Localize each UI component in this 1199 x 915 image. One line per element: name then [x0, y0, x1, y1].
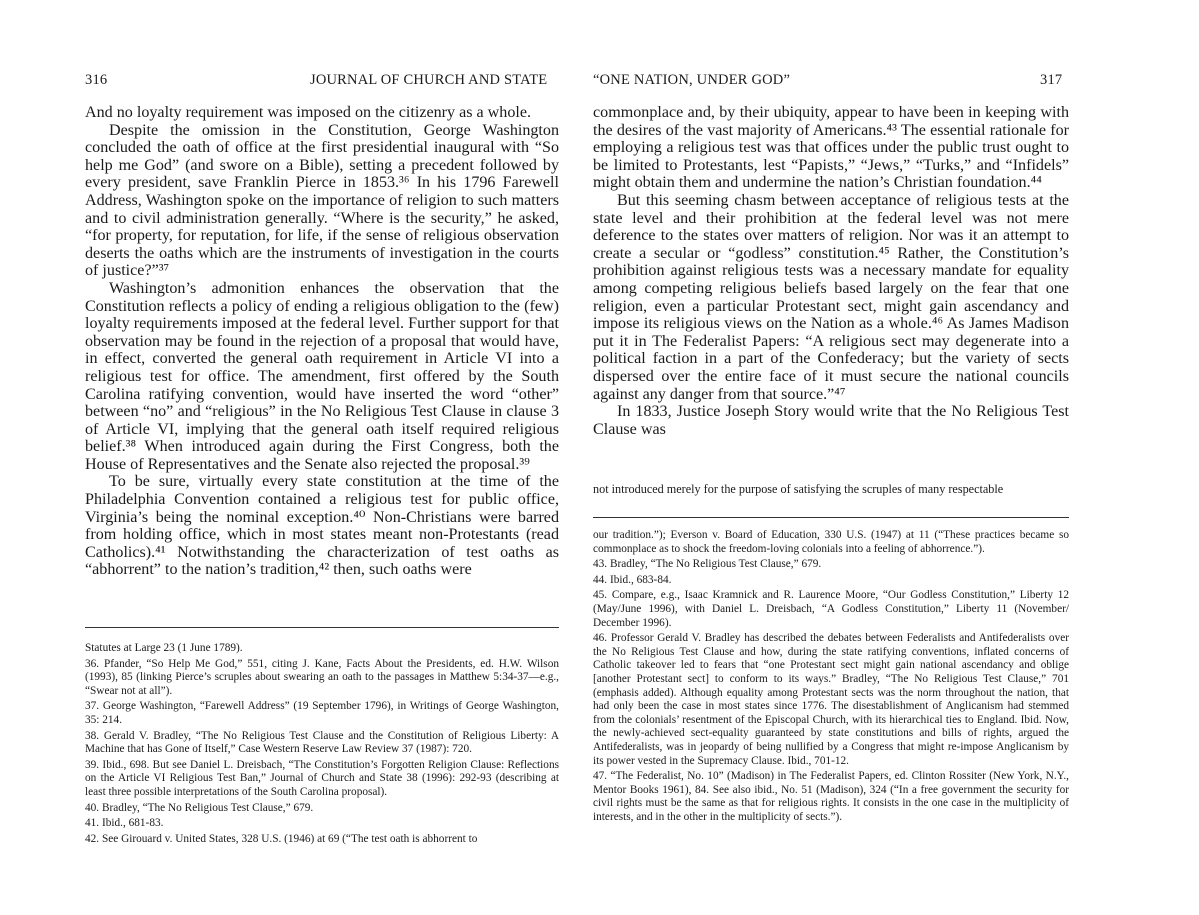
- footnote-46: 46. Professor Gerald V. Bradley has described the debates between Federalists and Antifederalists over the No Religious Test Clause and how, during the state ratifying conventions, inflated concerns of Catholic takeover led to fears that “one Protestant sect might gain national ascendancy and oblige [another Protestant sect] to conform to its ways.” Bradley, “The No Religious Test Clause,” 701 (emphasis added). Although equality among Protestant sects was the norm throughout the nation, that had only been the case in most states since 1776. The disestablishment of Anglicanism had stemmed from the colonials’ resentment of the Episcopal Church, with its hierarchical ties to England. Ibid. Now, the newly-achieved sect-equality guaranteed by state constitutions and bills of rights, argued the Antifederalists, was in jeopardy of being nullified by a Congress that might re-impose Anglicanism by its power vested in the Supremacy Clause. Ibid., 701-12.: [593, 632, 1069, 767]
- footnote-41: 41. Ibid., 681-83.: [85, 817, 164, 830]
- footnote-37: 37. George Washington, “Farewell Address” (19 September 1796), in Writings of George Washington, 35: 214.: [85, 700, 559, 726]
- footnote-45: 45. Compare, e.g., Isaac Kramnick and R. Laurence Moore, “Our Godless Constitution,” Liberty 12 (May/June 1996), with Daniel L. Dreisbach, “A Godless Constitution,” Liberty 11 (November/ December 1996).: [593, 589, 1069, 629]
- left-paragraph-1: And no loyalty requirement was imposed on the citizenry as a whole.: [85, 104, 532, 121]
- left-running-head: JOURNAL OF CHURCH AND STATE: [310, 72, 548, 88]
- right-body-text: [593, 104, 1069, 438]
- left-body-text: [85, 104, 559, 579]
- footnote-39: 39. Ibid., 698. But see Daniel L. Dreisbach, “The Constitution’s Forgotten Religion Clause: Reflections on the Article VI Religious Test Ban,” Journal of Church and State 38 (1996): 292-93 (describing at least three possible interpretations of the South Carolina proposal).: [85, 758, 559, 798]
- footnote-40: 40. Bradley, “The No Religious Test Clause,” 679.: [85, 801, 314, 814]
- right-page-number: 317: [1040, 72, 1063, 88]
- left-paragraph-2: Despite the omission in the Constitution, George Washington concluded the oath of office at the first presidential inaugural with “So help me God” (and swore on a Bible), setting a precedent followed by every president, save Franklin Pierce in 1853.³⁶ In his 1796 Farewell Address, Washington spoke on the importance of religion to such matters and to civil administration generally. “Where is the security,” he asked, “for property, for reputation, for life, if the sense of religious observation deserts the oaths which are the instruments of investigation in the courts of justice?”³⁷: [85, 121, 559, 280]
- right-running-head: “ONE NATION, UNDER GOD”: [593, 72, 791, 88]
- block-quote: not introduced merely for the purpose of satisfying the scruples of many respectable: [593, 482, 1004, 496]
- right-paragraph-2: But this seeming chasm between acceptance of religious tests at the state level and their prohibition at the federal level was not mere deference to the states over matters of religion. Nor was it an attempt to create a secular or “godless” constitution.⁴⁵ Rather, the Constitution’s prohibition against religious tests was a necessary mandate for equality among competing religious beliefs based largely on the fear that one religion, even a particular Protestant sect, might gain ascendancy and impose its religious views on the Nation as a whole.⁴⁶ As James Madison put it in The Federalist Papers: “A religious sect may degenerate into a political faction in a part of the Confederacy; but the variety of sects dispersed over the entire face of it must secure the national councils against any danger from that source.”⁴⁷: [593, 191, 1069, 403]
- left-page-number: 316: [85, 72, 108, 88]
- left-paragraph-4: To be sure, virtually every state constitution at the time of the Philadelphia Convention contained a religious test for public office, Virginia’s being the nominal exception.⁴⁰ Non-Christians were barred from holding office, which in most states meant non-Protestants (read Catholics).⁴¹ Notwithstanding the characterization of test oaths as “abhorrent” to the nation’s tradition,⁴² then, such oaths were: [85, 473, 559, 579]
- footnote-43: 43. Bradley, “The No Religious Test Clause,” 679.: [593, 558, 822, 571]
- left-footnote-rule: [85, 627, 559, 628]
- right-footnote-continued: our tradition.”); Everson v. Board of Education, 330 U.S. (1947) at 11 (“These practices became so commonplace as to shock the freedom-loving colonials into a feeling of abhorrence.”).: [593, 529, 1069, 555]
- left-footnotes: [85, 642, 559, 848]
- left-footnote: Statutes at Large 23 (1 June 1789).: [85, 642, 243, 654]
- footnote-36: 36. Pfander, “So Help Me God,” 551, citing J. Kane, Facts About the Presidents, ed. H.W. Wilson (1993), 85 (linking Pierce’s scruples about swearing an oath to the passages in Matthew 5:34-37—e.g., “Swear not at all”).: [85, 657, 559, 697]
- right-footnote-rule: [593, 517, 1069, 518]
- footnote-47: 47. “The Federalist, No. 10” (Madison) in The Federalist Papers, ed. Clinton Rossiter (New York, N.Y., Mentor Books 1961), 84. See also ibid., No. 51 (Madison), 324 (“In a free government the security for civil rights must be the same as that for religious rights. It consists in the one case in the multiplicity of interests, and in the other in the multiplicity of sects.”).: [593, 770, 1069, 823]
- footnote-38: 38. Gerald V. Bradley, “The No Religious Test Clause and the Constitution of Religious Liberty: A Machine that has Gone of Itself,” Case Western Reserve Law Review 37 (1987): 720.: [85, 729, 559, 756]
- right-footnotes: [593, 529, 1069, 826]
- left-paragraph-3: Washington’s admonition enhances the observation that the Constitution reflects a policy of ending a religious obligation to the (few) loyalty requirements imposed at the federal level. Further support for that observation may be found in the rejection of a proposal that would have, in effect, converted the general oath requirement in Article VI into a religious test for office. The amendment, first offered by the South Carolina ratifying convention, would have inserted the word “other” between “no” and “religious” in the No Religious Test Clause in clause 3 of Article VI, implying that the general oath itself required religious belief.³⁸ When introduced again during the First Congress, both the House of Representatives and the Senate also rejected the proposal.³⁹: [85, 279, 559, 473]
- right-paragraph-3: In 1833, Justice Joseph Story would write that the No Religious Test Clause was: [593, 403, 1069, 438]
- footnote-44: 44. Ibid., 683-84.: [593, 573, 672, 586]
- right-paragraph-1: commonplace and, by their ubiquity, appear to have been in keeping with the desires of the vast majority of Americans.⁴³ The essential rationale for employing a religious test was that offices under the public trust ought to be limited to Protestants, lest “Papists,” “Jews,” “Turks,” and “Infidels” might obtain them and undermine the nation’s Christian foundation.⁴⁴: [593, 104, 1069, 192]
- footnote-42: 42. See Girouard v. United States, 328 U.S. (1946) at 69 (“The test oath is abhorrent to: [85, 832, 478, 845]
